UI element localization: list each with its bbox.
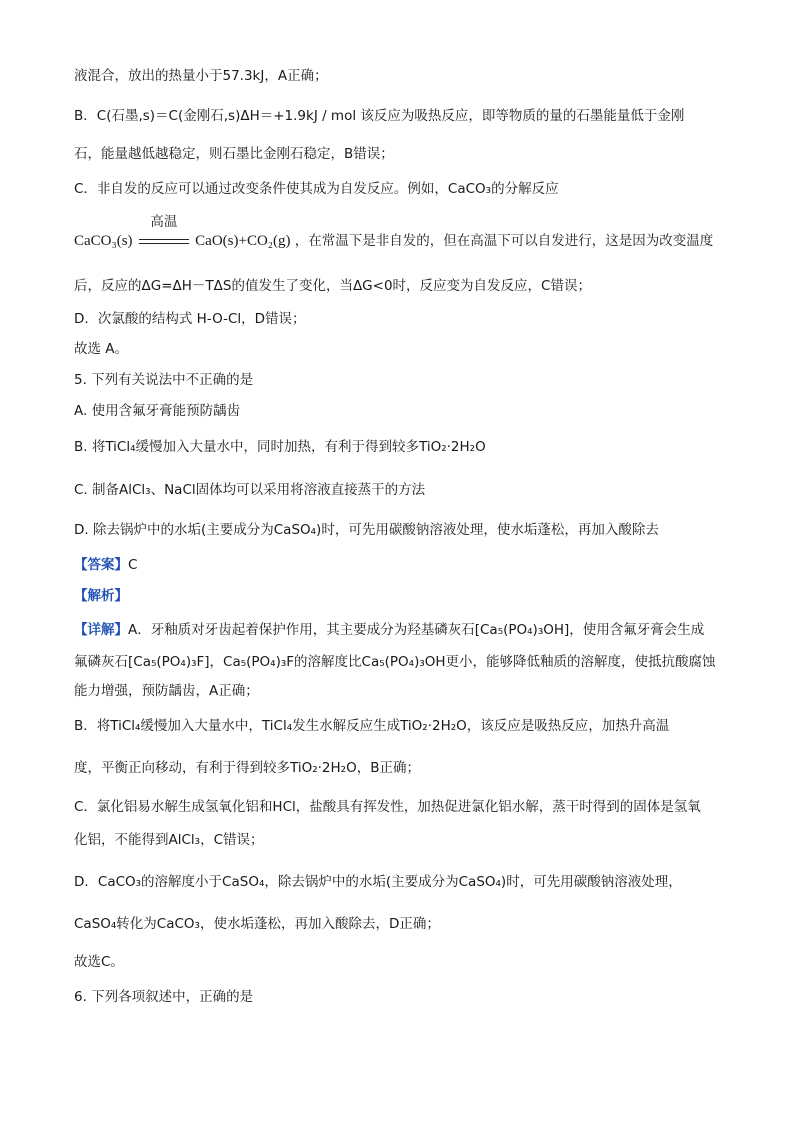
answer-line: [74, 555, 137, 575]
question-title: 6. 下列各项叙述中，正确的是: [74, 989, 254, 1005]
text-line: 故选 A。: [74, 341, 129, 357]
option-d: D. 除去锅炉中的水垢(主要成分为CaSO₄)时，可先用碳酸钠溶液处理，使水垢蓬松，再加入酸除去: [74, 522, 659, 538]
equals-sign: [139, 239, 189, 244]
equation-reactant: CaCO₃(s): [74, 233, 133, 249]
option-a: A. 使用含氟牙膏能预防龋齿: [74, 403, 241, 419]
equation-description: ，在常温下是非自发的，但在高温下可以自发进行，这是因为改变温度: [294, 233, 714, 249]
text-line: 度，平衡正向移动，有利于得到较多TiO₂·2H₂O，B正确；: [74, 760, 420, 776]
text-line: B．C(石墨,s)＝C(金刚石,s)ΔH＝+1.9kJ / mol 该反应为吸热反应，即等物质的量的石墨能量低于金刚: [74, 108, 685, 124]
text-line: D．CaCO₃的溶解度小于CaSO₄，除去锅炉中的水垢(主要成分为CaSO₄)时，可先用碳酸钠溶液处理，: [74, 874, 682, 890]
detail-line: [74, 620, 704, 640]
text-line: 能力增强，预防龋齿，A正确；: [74, 683, 259, 699]
detail-text: A．牙釉质对牙齿起着保护作用，其主要成分为羟基磷灰石[Ca₅(PO₄)₃OH]，使用含氟牙膏会生成: [128, 622, 705, 638]
text-line: 氟磷灰石[Ca₅(PO₄)₃F]，Ca₅(PO₄)₃F的溶解度比Ca₅(PO₄)₃OH更小，能够降低釉质的溶解度，使抵抗酸腐蚀: [74, 654, 716, 670]
text-line: 石，能量越低越稳定，则石墨比金刚石稳定，B错误；: [74, 146, 394, 162]
condition-label: 高温: [150, 214, 178, 230]
text-line: 化铝，不能得到AlCl₃，C错误；: [74, 832, 264, 848]
answer-value: C: [128, 557, 138, 573]
question-title: 5. 下列有关说法中不正确的是: [74, 372, 254, 388]
reaction-condition: [139, 214, 189, 251]
text-line: D．次氯酸的结构式 H-O-Cl，D错误；: [74, 311, 306, 327]
equation-line: [74, 214, 714, 251]
text-line: C．非自发的反应可以通过改变条件使其成为自发反应。例如，CaCO₃的分解反应: [74, 181, 559, 197]
equation-products: CaO(s)+CO₂(g): [195, 233, 291, 249]
text-line: 后，反应的ΔG=ΔH－TΔS的值发生了变化，当ΔG<0时，反应变为自发反应，C错误；: [74, 278, 591, 294]
analysis-line: [74, 586, 128, 606]
option-b: B. 将TiCl₄缓慢加入大量水中，同时加热，有利于得到较多TiO₂·2H₂O: [74, 439, 486, 455]
text-line: C．氯化铝易水解生成氢氧化铝和HCl，盐酸具有挥发性，加热促进氯化铝水解，蒸干时得到的固体是氢氧: [74, 799, 701, 815]
text-line: 故选C。: [74, 954, 124, 970]
option-c: C. 制备AlCl₃、NaCl固体均可以采用将溶液直接蒸干的方法: [74, 482, 426, 498]
text-line: B．将TiCl₄缓慢加入大量水中，TiCl₄发生水解反应生成TiO₂·2H₂O，该反应是吸热反应，加热升高温: [74, 718, 670, 734]
analysis-tag: 【解析】: [74, 588, 128, 604]
detail-tag: 【详解】: [74, 622, 128, 638]
answer-tag: 【答案】: [74, 557, 128, 573]
text-line: CaSO₄转化为CaCO₃，使水垢蓬松，再加入酸除去，D正确；: [74, 916, 440, 932]
text-line: 液混合，放出的热量小于57.3kJ，A正确；: [74, 68, 328, 84]
